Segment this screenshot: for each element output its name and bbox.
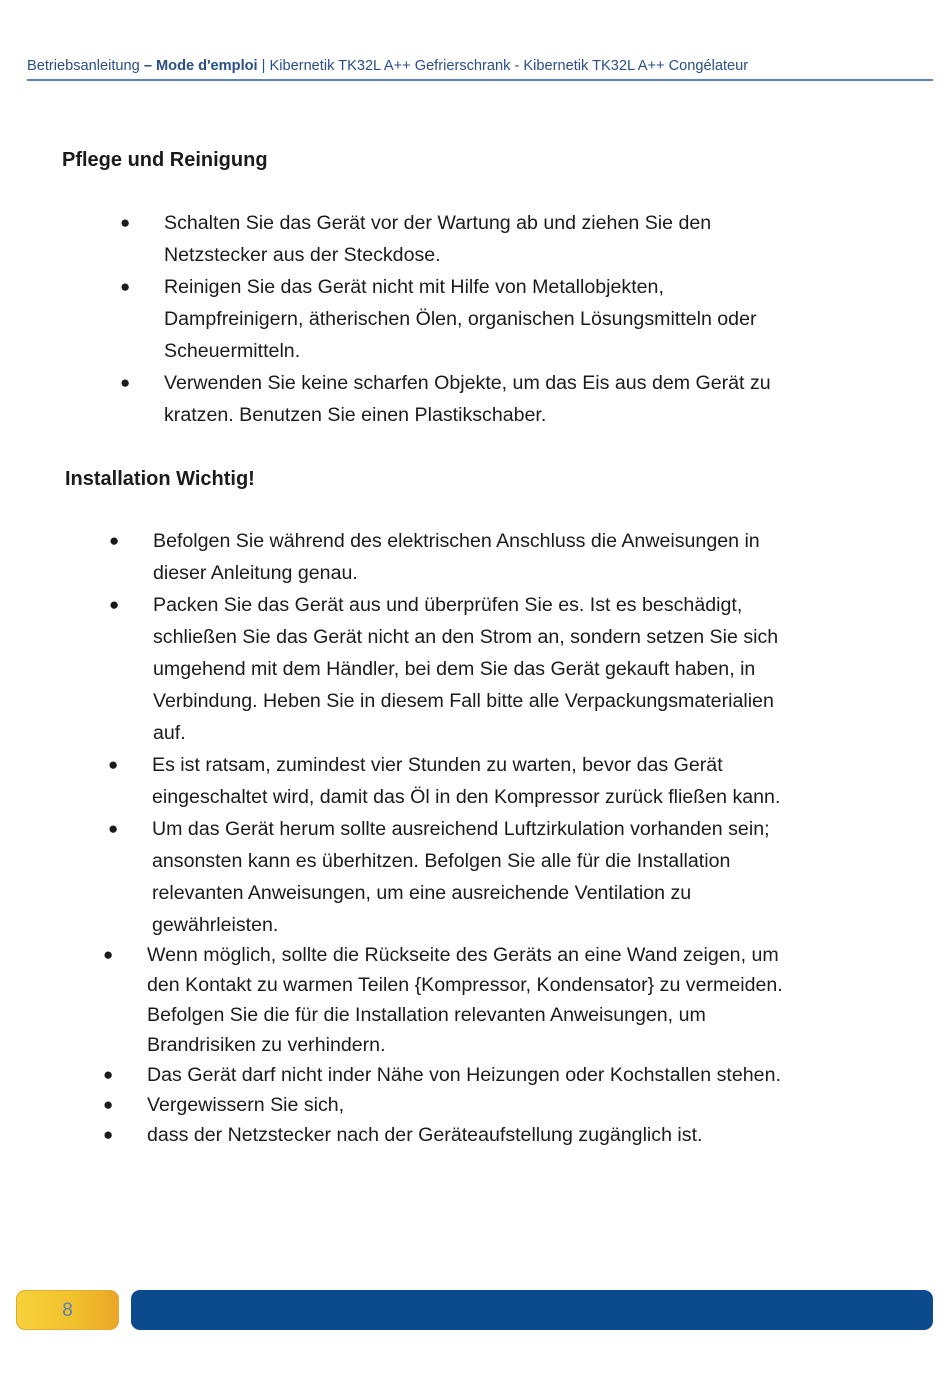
list-item-text: Vergewissern Sie sich, — [147, 1094, 345, 1116]
header-product: | Kibernetik TK32L A++ Gefrierschrank - Kibernetik TK32L A++ Congélateur — [257, 58, 749, 74]
bullet-icon: ● — [103, 1095, 114, 1114]
list-item — [120, 367, 894, 431]
header-divider — [27, 79, 933, 81]
list-item-text: Das Gerät darf nicht inder Nähe von Heizungen oder Kochstallen stehen. — [147, 1064, 781, 1086]
bullet-icon: ● — [103, 1125, 114, 1144]
list-item — [109, 525, 893, 589]
list-item-text: Um das Gerät herum sollte ausreichend Luftzirkulation vorhanden sein; ansonsten kann es überhitzen. Befolgen Sie alle für die Installation relevanten Anweisungen, um eine ausreichende Ventilation zu gewährleisten. — [152, 818, 770, 936]
list-item — [108, 813, 892, 941]
header-title-fr: – Mode d'emploi — [143, 58, 258, 74]
list-item-text: Befolgen Sie während des elektrischen Anschluss die Anweisungen in dieser Anleitung genau. — [153, 530, 760, 584]
footer-bar — [131, 1290, 933, 1330]
list-item-text: Packen Sie das Gerät aus und überprüfen Sie es. Ist es beschädigt, schließen Sie das Gerät nicht an den Strom an, sondern setzen Sie sich umgehend mit dem Händler, bei dem Sie das Gerät gekauft haben, in Verbindung. Heben Sie in diesem Fall bitte alle Verpackungsmaterialien auf. — [153, 594, 779, 744]
list-item — [103, 1120, 907, 1150]
list-item — [103, 1060, 907, 1090]
section-title-care-cleaning: Pflege und Reinigung — [62, 149, 268, 171]
list-item-text: Verwenden Sie keine scharfen Objekte, um das Eis aus dem Gerät zu kratzen. Benutzen Sie einen Plastikschaber. — [164, 372, 771, 426]
list-item — [103, 1090, 907, 1120]
bullet-icon: ● — [120, 277, 131, 296]
installation-list-b — [108, 749, 892, 941]
list-item-text: Wenn möglich, sollte die Rückseite des Geräts an eine Wand zeigen, um den Kontakt zu warmen Teilen {Kompressor, Kondensator} zu vermeiden. Befolgen Sie die für die Installation relevanten Anweisungen, um Brandrisiken zu verhindern. — [147, 944, 783, 1056]
page-number-badge: 8 — [16, 1290, 119, 1330]
list-item-text: Reinigen Sie das Gerät nicht mit Hilfe von Metallobjekten, Dampfreinigern, ätherischen Ölen, organischen Lösungsmitteln oder Scheuermitteln. — [164, 276, 757, 362]
bullet-icon: ● — [108, 819, 119, 838]
list-item — [109, 589, 893, 749]
bullet-icon: ● — [109, 531, 120, 550]
bullet-icon: ● — [108, 755, 119, 774]
installation-list-c — [103, 940, 907, 1150]
installation-list-a — [109, 525, 893, 749]
running-header — [27, 56, 933, 76]
bullet-icon: ● — [120, 213, 131, 232]
bullet-icon: ● — [109, 595, 120, 614]
header-title-de: Betriebsanleitung — [27, 58, 144, 74]
section-title-installation: Installation Wichtig! — [65, 468, 255, 490]
list-item-text: Schalten Sie das Gerät vor der Wartung ab und ziehen Sie den Netzstecker aus der Steckdose. — [164, 212, 712, 266]
list-item-text: Es ist ratsam, zumindest vier Stunden zu warten, bevor das Gerät eingeschaltet wird, damit das Öl in den Kompressor zurück fließen kann. — [152, 754, 781, 808]
list-item — [120, 207, 894, 271]
care-cleaning-list — [120, 207, 894, 431]
bullet-icon: ● — [103, 1065, 114, 1084]
list-item — [120, 271, 894, 367]
bullet-icon: ● — [103, 945, 114, 964]
bullet-icon: ● — [120, 373, 131, 392]
list-item — [108, 749, 892, 813]
list-item-text: dass der Netzstecker nach der Geräteaufstellung zugänglich ist. — [147, 1124, 703, 1146]
list-item — [103, 940, 907, 1060]
